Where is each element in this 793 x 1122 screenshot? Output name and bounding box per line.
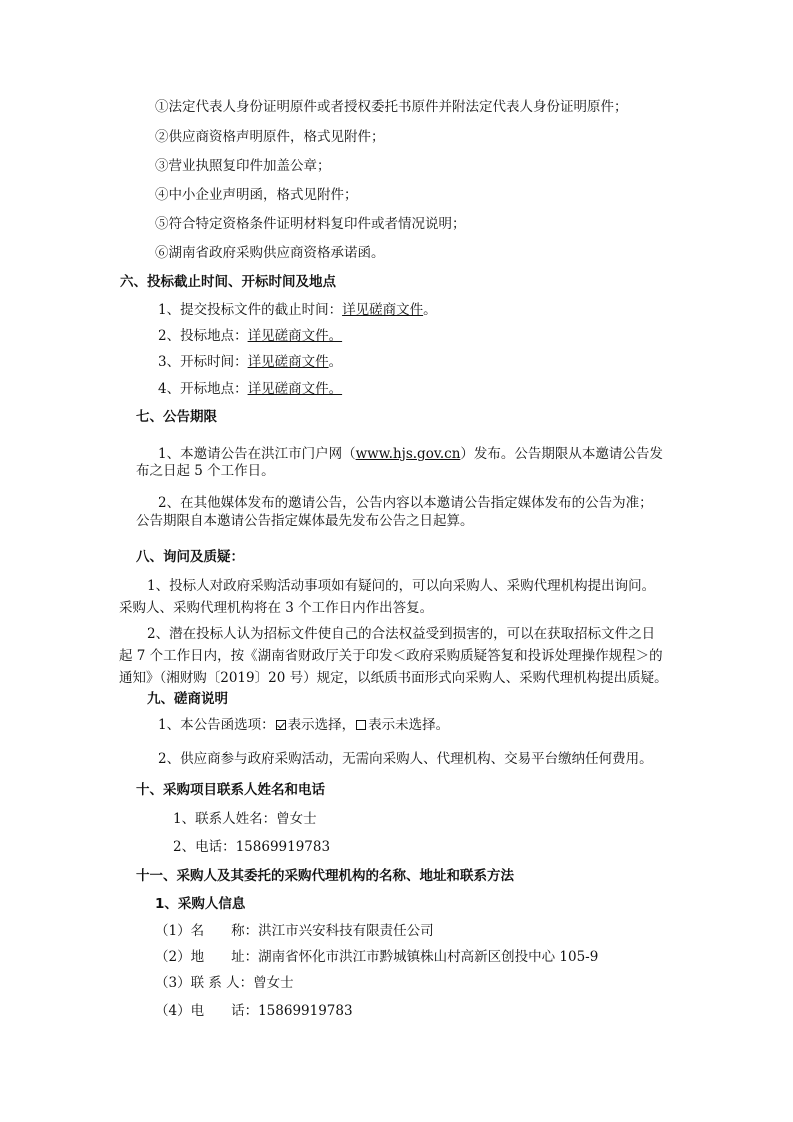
purchaser-name-key: （1）名 称： xyxy=(155,923,259,939)
s6-item-1-tail: 。 xyxy=(423,302,437,318)
purchaser-address-value: 湖南省怀化市洪江市黔城镇株山村高新区创投中心 105-9 xyxy=(258,949,599,965)
s6-item-2-label: 2、投标地点： xyxy=(158,328,248,344)
material-item-2: ②供应商资格声明原件，格式见附件； xyxy=(155,129,385,145)
purchaser-info-subtitle: 1、采购人信息 xyxy=(155,896,246,912)
purchaser-name-value: 洪江市兴安科技有限责任公司 xyxy=(258,923,434,939)
contact-name: 1、联系人姓名：曾女士 xyxy=(173,811,317,827)
material-item-4: ④中小企业声明函，格式见附件； xyxy=(155,187,358,203)
section-6-title: 六、投标截止时间、开标时间及地点 xyxy=(120,274,336,290)
purchaser-contact-key: （3）联 系 人： xyxy=(155,975,254,991)
s9-line-2: 2、供应商参与政府采购活动，无需向采购人、代理机构、交易平台缴纳任何费用。 xyxy=(158,751,653,767)
s6-item-1-value: 详见磋商文件 xyxy=(342,302,424,318)
s7-paragraph-2-line-1: 2、在其他媒体发布的邀请公告，公告内容以本邀请公告指定媒体发布的公告为准； xyxy=(158,495,653,511)
section-7-title: 七、公告期限 xyxy=(136,409,217,425)
s6-item-2 xyxy=(158,327,342,345)
material-item-6: ⑥湖南省政府采购供应商资格承诺函。 xyxy=(155,245,385,261)
s8-line-1: 1、投标人对政府采购活动事项如有疑问的，可以向采购人、采购代理机构提出询问。 xyxy=(147,578,656,594)
s6-item-3-tail: 。 xyxy=(328,354,343,370)
purchaser-phone-key: （4）电 话： xyxy=(155,1003,259,1019)
unchecked-box-icon xyxy=(356,720,366,730)
contact-phone: 2、电话：15869919783 xyxy=(173,839,331,855)
s6-item-1 xyxy=(158,301,437,319)
s7-paragraph-2-line-2: 公告期限自本邀请公告指定媒体最先发布公告之日起算。 xyxy=(136,513,474,529)
purchaser-contact-value: 曾女士 xyxy=(253,975,294,991)
s6-item-4-label: 4、开标地点： xyxy=(158,381,248,397)
purchaser-address-key: （2）地 址： xyxy=(155,949,259,965)
s6-item-1-label: 1、提交投标文件的截止时间： xyxy=(158,302,343,318)
s9-line-1 xyxy=(158,716,449,734)
purchaser-row-name xyxy=(155,922,434,940)
purchaser-row-phone xyxy=(155,1002,353,1020)
material-item-5: ⑤符合特定资格条件证明材料复印件或者情况说明； xyxy=(155,216,466,232)
s8-line-3: 2、潜在投标人认为招标文件使自己的合法权益受到损害的，可以在获取招标文件之日 xyxy=(147,626,656,642)
portal-url-link[interactable]: www.hjs.gov.cn xyxy=(355,446,461,462)
checked-box-icon xyxy=(276,720,286,730)
material-item-1: ①法定代表人身份证明原件或者授权委托书原件并附法定代表人身份证明原件； xyxy=(155,99,628,115)
s7-paragraph-1-line-1 xyxy=(158,445,663,463)
purchaser-row-contact xyxy=(155,974,294,992)
section-11-title: 十一、采购人及其委托的采购代理机构的名称、地址和联系方法 xyxy=(136,868,514,884)
s9-checked-meaning: 表示选择， xyxy=(287,717,356,733)
s6-item-4-value: 详见磋商文件。 xyxy=(247,381,343,397)
purchaser-phone-value: 15869919783 xyxy=(258,1003,353,1019)
material-item-3: ③营业执照复印件加盖公章； xyxy=(155,158,331,174)
s6-item-3 xyxy=(158,353,342,371)
s6-item-3-value: 详见磋商文件 xyxy=(247,354,329,370)
s7-paragraph-1-line-2: 布之日起 5 个工作日。 xyxy=(136,463,275,479)
section-10-title: 十、采购项目联系人姓名和电话 xyxy=(136,782,325,798)
s6-item-3-label: 3、开标时间： xyxy=(158,354,248,370)
s9-unchecked-meaning: 表示未选择。 xyxy=(368,717,450,733)
s8-line-4: 起 7 个工作日内，按《湖南省财政厅关于印发＜政府采购质疑答复和投诉处理操作规程＞的 xyxy=(119,648,663,664)
s9-options-label: 1、本公告函选项： xyxy=(158,717,275,733)
s7-p1-text-b: ）发布。公告期限从本邀请公告发 xyxy=(460,446,663,462)
s8-line-5: 通知》（湘财购〔2019〕20 号）规定，以纸质书面形式向采购人、采购代理机构提出质疑。 xyxy=(119,670,668,686)
s8-line-2: 采购人、采购代理机构将在 3 个工作日内作出答复。 xyxy=(119,600,434,616)
s6-item-2-value: 详见磋商文件。 xyxy=(247,328,343,344)
s6-item-4 xyxy=(158,380,342,398)
section-9-title: 九、磋商说明 xyxy=(147,691,228,707)
s7-p1-text-a: 1、本邀请公告在洪江市门户网（ xyxy=(158,446,356,462)
purchaser-row-address xyxy=(155,948,598,966)
section-8-title: 八、询问及质疑： xyxy=(136,549,244,565)
